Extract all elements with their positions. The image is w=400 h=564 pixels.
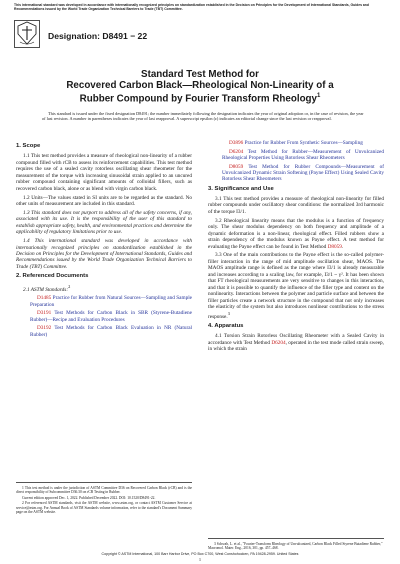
- paragraph-3-1: 3.1 This test method provides a measure of rheological non-linearity for filled rubber compounds under oscillatory shear conditions: the normalized 3rd harmonic of the torque I3/1.: [208, 196, 384, 215]
- paragraph-4-1: [208, 333, 384, 352]
- reference-title: Test Method for Rubber—Measurement of Unvulcanized Rheological Properties Using Rotorless Shear Rheometers: [222, 148, 385, 161]
- paragraph-3-2: 3.2 Rheological linearity means that the modulus is a function of frequency only. The shear modulus dependency on both frequency and amplitude of a dynamic deformation is a non-linear, rheological effect. Filled rubbers show a strain dependency of the modulus known as Payne effect. A test method for evaluating the Payne effect can be found in Test Method D8059.: [208, 217, 384, 250]
- paragraph-2-1: [16, 284, 192, 293]
- reference-code-link[interactable]: D8059: [229, 163, 244, 170]
- section-heading-referenced-documents: 2. Referenced Documents: [16, 273, 89, 280]
- reference-link-d6204[interactable]: D6204: [271, 339, 286, 346]
- issued-note: This standard is issued under the fixed designation D8491; the number immediately following the designation indicates the year of original adoption or, in the case of revision, the year of last revision. A number in parentheses indicates the year of last reapproval. A superscript epsilon (ε) indicates an editorial change since the last revision or reapproval.: [42, 111, 364, 122]
- footnote-mark-2: 2: [68, 283, 71, 289]
- reference-item[interactable]: [208, 149, 384, 162]
- reference-title: Practice for Rubber From Synthetic Sources—Sampling: [244, 140, 363, 146]
- reference-code-link[interactable]: D3191: [37, 310, 52, 317]
- paragraph-4-1-text: 4.1 Torsion Strain Rotorless Oscillating Rheometer with a Sealed Cavity in accordance with Test Method: [208, 333, 384, 346]
- footnotes-right: [208, 538, 384, 551]
- reference-title: Test Methods for Carbon Black in SBR (Styrene-Butadiene Rubber)—Recipe and Evaluation Procedures: [30, 310, 192, 323]
- paragraph-3-2-text: 3.2 Rheological linearity means that the modulus is a function of frequency only. The shear modulus dependency on both frequency and amplitude of a dynamic deformation is a non-linear, rheological effect. Filled rubbers show a strain dependency of the modulus known as Payne effect. A test method for evaluating the Payne effect can be found in Test Method: [208, 217, 384, 250]
- reference-item[interactable]: [208, 164, 384, 183]
- paragraph-4-1-tail: , operated in the test mode called strain sweep, in which the strain: [208, 339, 384, 353]
- document-title: [0, 69, 400, 105]
- footnote-mark-3: 3: [227, 310, 230, 316]
- paragraph-1-4: 1.4 This international standard was developed in accordance with internationally recognized principles on standardization established in the Decision on Principles for the Development of International Standards, Guides and Recommendations issued by the World Trade Organization Technical Barriers to Trade (TBT) Committee.: [16, 238, 192, 270]
- reference-title: Practice for Rubber from Natural Sources—Sampling and Sample Preparation: [30, 295, 192, 308]
- reference-code-link[interactable]: D3192: [37, 325, 52, 332]
- paragraph-1-1: 1.1 This test method provides a measure of rheological non-linearity of a rubber compound filled with rCB to assess its reinforcement capabilities. This test method requires the use of a sealed cavity rotorless oscillating shear rheometer for the measurement of the torque with increasing sinusoidal strain applied to an uncured rubber compound containing significant amounts of colloidal fillers, such as recovered carbon black, alone or as blend with virgin carbon black.: [16, 153, 192, 192]
- footnote-2: 2 For referenced ASTM standards, visit the ASTM website, www.astm.org, or contact ASTM Customer Service at service@astm.org. For Annual Book of ASTM Standards volume information, refer to the standard's Document Summary page on the ASTM website.: [16, 501, 192, 515]
- astm-logo-icon: [14, 20, 40, 48]
- paragraph-3-3-text: 3.3 One of the main contributions to the Payne effect is the so-called polymer-filler interaction in the range of mid amplitude oscillation shear, MAOS. The MAOS amplitude range is defined as the range where I3/1 is already measurable and increases according to a scaling law, for example, I3/1 ~ γ². It has been shown that FT rheological measurements are very sensitive to changes in this interaction, and that it is possible to quantify the influence of the filler type and content on the nonlinearity. Interactions between the polymer and particle surface and between the filler particles create a network structure in the compound that not only increases the elasticity of the system but also introduces nonlinear contributions to the stress response.: [208, 252, 384, 320]
- reference-title: Test Method for Rubber Compounds—Measurement of Unvulcanized Dynamic Strain Softening (Payne Effect) Using Sealed Cavity Rotorless Shear Rheometers: [222, 163, 385, 183]
- designation: Designation: D8491 − 22: [48, 31, 148, 41]
- title-line-3-text: Rubber Compound by Fourier Transform Rheology: [79, 93, 317, 105]
- title-footnote-mark: 1: [316, 93, 321, 100]
- title-line-3: [0, 91, 400, 104]
- paragraph-2-1-text: 2.1 ASTM Standards:: [23, 286, 69, 293]
- paragraph-3-3: [208, 252, 384, 319]
- footnote-1: 1 This test method is under the jurisdiction of ASTM Committee D36 on Recovered Carbon Black (rCB) and is the direct responsibility of Subcommittee D36.30 on rCB Testing in Rubber.: [16, 486, 192, 495]
- reference-item[interactable]: [208, 140, 384, 146]
- reference-code-link[interactable]: D1485: [37, 295, 52, 302]
- section-heading-significance: 3. Significance and Use: [208, 185, 274, 192]
- reference-list-left: [16, 295, 192, 338]
- page-number: 1: [198, 557, 202, 562]
- reference-item[interactable]: [16, 295, 192, 308]
- reference-code-link[interactable]: D3896: [229, 140, 244, 146]
- reference-title: Test Methods for Carbon Black Evaluation in NR (Natural Rubber): [30, 325, 193, 338]
- reference-item[interactable]: [16, 310, 192, 323]
- paragraph-1-2: 1.2 Units—The values stated in SI units are to be regarded as the standard. No other units of measurement are included in this standard.: [16, 194, 192, 208]
- international-standard-banner: This international standard was developed in accordance with internationally recognized principles on standardization established in the Decision on Principles for the Development of International Standards, Guides and Recommendations issued by the World Trade Organization Technical Barriers to Trade (TBT) Committee.: [14, 3, 369, 12]
- copyright-line: Copyright © ASTM International, 100 Barr Harbor Drive, PO Box C700, West Conshohocken, PA 19428-2959. United States: [101, 552, 299, 556]
- footnote-3: 3 Schwab, L. et al., "Fourier-Transform Rheology of Unvulcanized, Carbon Black Filled Styrene Butadiene Rubber," Macromol. Mater. Eng., 2016, 301, pp. 457–468.: [208, 542, 383, 551]
- paragraph-1-3: 1.3 This standard does not purport to address all of the safety concerns, if any, associated with its use. It is the responsibility of the user of this standard to establish appropriate safety, health, and environmental practices and determine the applicability of regulatory limitations prior to use.: [16, 209, 192, 236]
- reference-list-right: [208, 140, 384, 183]
- footnotes-left: [16, 482, 192, 516]
- reference-code-link[interactable]: D6204: [229, 148, 244, 155]
- title-line-1: Standard Test Method for: [141, 69, 259, 80]
- section-heading-scope: 1. Scope: [16, 143, 41, 149]
- title-line-2: Recovered Carbon Black—Rheological Non-Linearity of a: [66, 80, 334, 92]
- left-column: [16, 140, 192, 340]
- section-heading-apparatus: 4. Apparatus: [208, 322, 244, 329]
- footnote-1-edition: Current edition approved Dec. 1, 2022. Published December 2022. DOI: 10.1520/D8491-22.: [22, 495, 156, 500]
- right-column: [208, 140, 384, 355]
- reference-item[interactable]: [16, 325, 192, 338]
- reference-link-d8059[interactable]: D8059: [327, 243, 342, 250]
